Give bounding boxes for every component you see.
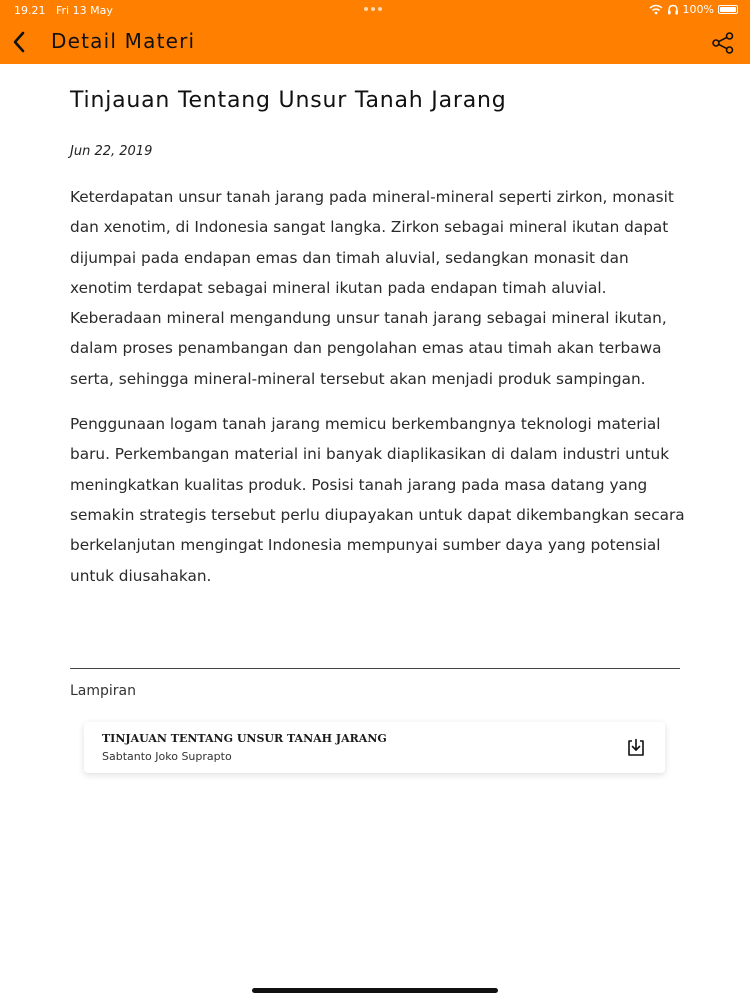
- battery-icon: [718, 5, 738, 14]
- attachment-author: Sabtanto Joko Suprapto: [102, 750, 232, 763]
- download-button[interactable]: [625, 737, 647, 759]
- article-paragraph: Penggunaan logam tanah jarang memicu berkembangnya teknologi material baru. Perkembangan material ini banyak diaplikasikan di dalam industri untuk meningkatkan kualitas produk. Posisi tanah jarang pada masa datang yang semakin strategis tersebut perlu diupayakan untuk dapat dikembangkan secara berkelanjutan mengingat Indonesia mempunyai sumber daya yang potensial untuk diusahakan.: [70, 415, 685, 585]
- battery-percentage: 100%: [682, 3, 714, 16]
- divider: [70, 668, 680, 669]
- article-paragraph: Keterdapatan unsur tanah jarang pada mineral-mineral seperti zirkon, monasit dan xenotim, di Indonesia sangat langka. Zirkon sebagai mineral ikutan dapat dijumpai pada endapan emas dan timah aluvial, sedangkan monasit dan xenotim terdapat sebagai mineral ikutan pada endapan timah aluvial. Keberadaan mineral mengandung unsur tanah jarang sebagai mineral ikutan, dalam proses penambangan dan pengolahan emas atau timah akan terbawa serta, sehingga mineral-mineral tersebut akan menjadi produk sampingan.: [70, 188, 674, 388]
- wifi-icon: [649, 4, 663, 15]
- article-body: [70, 182, 686, 606]
- home-indicator[interactable]: [252, 988, 498, 993]
- headphones-icon: [667, 4, 679, 15]
- app-header: [0, 0, 750, 64]
- status-date: Fri 13 May: [56, 4, 113, 17]
- page-title: Detail Materi: [51, 29, 196, 53]
- status-time: 19.21 Fri 13 May: [14, 4, 113, 17]
- status-bar: [0, 0, 750, 20]
- status-indicators: [649, 3, 738, 16]
- attachment-title: TINJAUAN TENTANG UNSUR TANAH JARANG: [102, 732, 387, 745]
- download-icon: [626, 738, 646, 758]
- chevron-left-icon: [12, 31, 26, 53]
- share-button[interactable]: [710, 30, 736, 56]
- attachment-card[interactable]: [84, 722, 665, 773]
- back-button[interactable]: [8, 30, 30, 54]
- article-date: Jun 22, 2019: [70, 144, 153, 159]
- attachments-heading: Lampiran: [70, 683, 137, 699]
- article-title: Tinjauan Tentang Unsur Tanah Jarang: [70, 88, 507, 113]
- share-icon: [711, 31, 735, 55]
- multitasking-dots-icon[interactable]: [364, 7, 382, 11]
